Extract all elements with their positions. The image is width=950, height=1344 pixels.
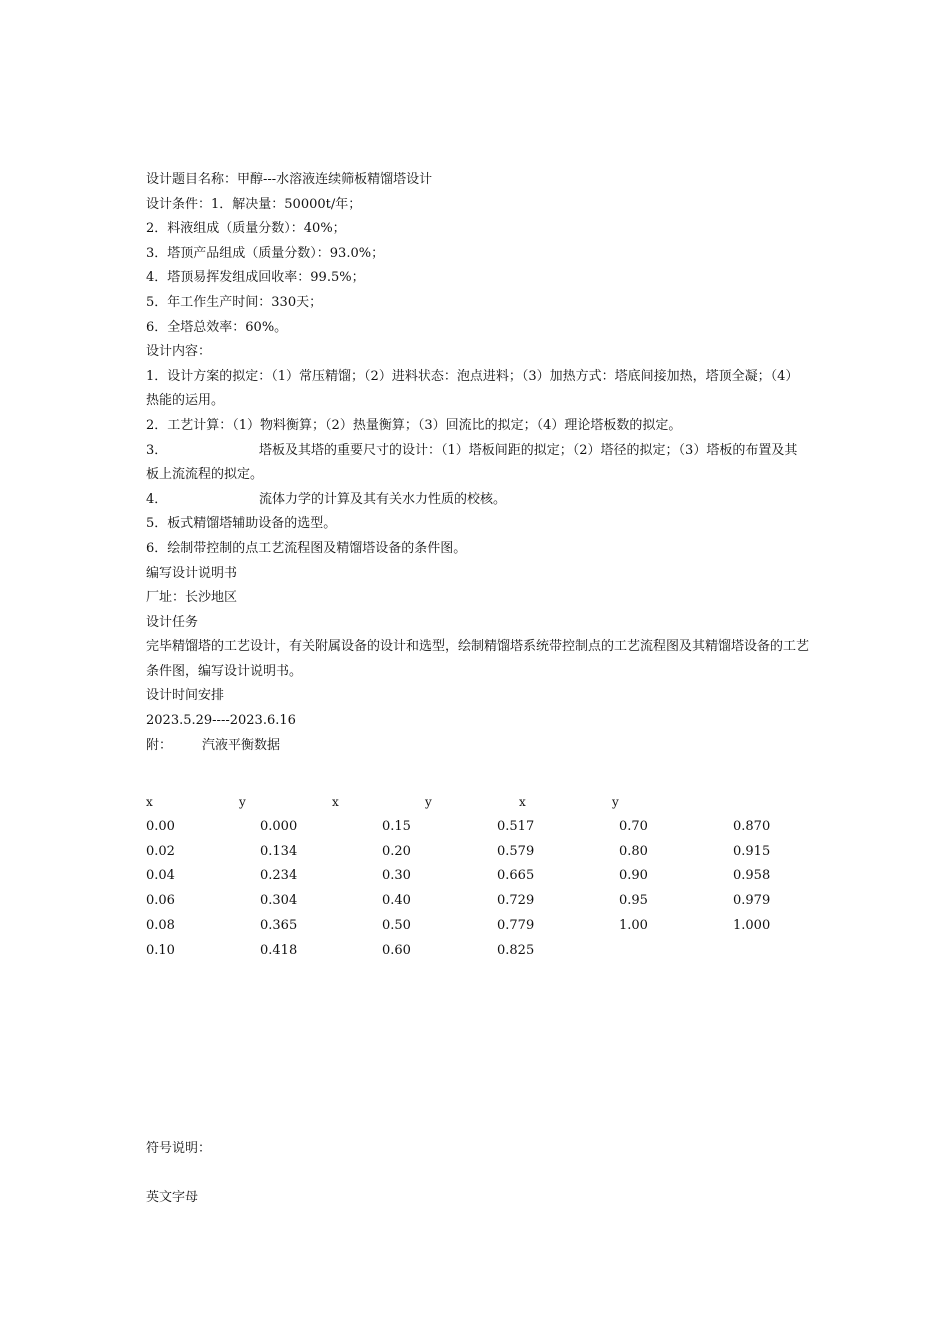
content-item-number: 5． [146,516,168,532]
table-cell: 0.979 [733,893,771,909]
content-item-text: 工艺计算：（1）物料衡算；（2）热量衡算；（3）回流比的拟定；（4）理论塔板数的拟定。 [167,417,682,433]
condition-2: 2．料液组成（质量分数）：40%； [146,221,346,237]
appendix-label: 附： [146,737,173,753]
content-item-number: 6． [146,540,168,556]
table-cell: 0.04 [146,868,175,884]
table-cell: 0.70 [619,818,648,834]
table-cell: 0.02 [146,843,175,859]
content-item-2 [146,414,810,439]
table-header-x1: x [146,795,153,809]
schedule-dates: 2023.5.29----2023.6.16 [146,713,296,729]
content-item-3 [146,439,810,488]
table-cell: 0.08 [146,917,175,933]
table-cell: 0.50 [382,917,411,933]
content-item-text: 流体力学的计算及其有关水力性质的校核。 [259,491,507,507]
content-item-text: 板式精馏塔辅助设备的选型。 [167,516,337,532]
letters-heading: 英文字母 [146,1190,199,1205]
table-cell: 0.418 [260,942,298,958]
table-cell: 0.10 [146,942,175,958]
vle-table [146,790,826,964]
table-cell: 0.00 [146,818,175,834]
condition-6: 6．全塔总效率：60%。 [146,319,288,335]
table-cell: 0.665 [497,868,535,884]
content-item-text: 塔板及其塔的重要尺寸的设计：（1）塔板间距的拟定；（2）塔径的拟定；（3）塔板的布置及其板上流流程的拟定。 [146,442,798,483]
table-cell: 0.304 [260,893,298,909]
content-item-number: 3． [146,442,168,458]
table-header-y1: y [239,795,246,809]
condition-4: 4．塔顶易挥发组成回收率：99.5%； [146,270,365,286]
content-item-number: 2． [146,417,168,433]
content-item-text: 设计方案的拟定：（1）常压精馏；（2）进料状态：泡点进料；（3）加热方式：塔底间接加热，塔顶全凝；（4）热能的运用。 [146,368,799,409]
table-cell: 1.00 [619,917,648,933]
table-cell: 0.20 [382,843,411,859]
table-cell: 0.30 [382,868,411,884]
table-cell: 0.234 [260,868,298,884]
content-item-6 [146,537,810,562]
table-header-x3: x [519,795,526,809]
table-cell: 0.365 [260,917,298,933]
table-cell: 0.80 [619,843,648,859]
site-line: 厂址：长沙地区 [146,590,238,606]
table-row [146,914,826,939]
content-item-number: 1． [146,368,168,384]
content-item-text: 绘制带控制的点工艺流程图及精馏塔设备的条件图。 [167,540,467,556]
content-item-1 [146,365,810,414]
content-item-number: 4． [146,491,168,507]
schedule-heading: 设计时间安排 [146,688,225,704]
appendix-title: 汽液平衡数据 [202,737,281,753]
condition-3: 3．塔顶产品组成（质量分数）：93.0%； [146,245,385,261]
table-cell: 0.915 [733,843,771,859]
table-cell: 0.90 [619,868,648,884]
condition-5: 5．年工作生产时间：330天； [146,294,323,310]
condition-1: 设计条件：1．解决量：50000t/年； [146,196,362,212]
task-text: 完毕精馏塔的工艺设计，有关附属设备的设计和选型，绘制精馏塔系统带控制点的工艺流程图及其精馏塔设备的工艺条件图，编写设计说明书。 [146,639,810,679]
content-item-5 [146,512,810,537]
table-row [146,939,826,964]
table-header-row [146,790,826,815]
table-row [146,889,826,914]
table-header-y2: y [425,795,432,809]
table-cell: 0.958 [733,868,771,884]
table-cell: 0.40 [382,893,411,909]
content-heading: 设计内容： [146,344,212,360]
table-cell: 0.870 [733,818,771,834]
table-header-y3: y [612,795,619,809]
table-cell: 0.60 [382,942,411,958]
table-cell: 0.000 [260,818,298,834]
task-heading: 设计任务 [146,614,199,630]
design-title: 设计题目名称：甲醇---水溶液连续筛板精馏塔设计 [146,172,433,187]
table-cell: 0.825 [497,942,535,958]
table-cell: 0.779 [497,917,535,933]
table-cell: 0.579 [497,843,535,859]
table-cell: 0.134 [260,843,298,859]
appendix-line [146,734,810,759]
table-row [146,840,826,865]
manual-line: 编写设计说明书 [146,565,238,581]
table-row [146,864,826,889]
table-header-x2: x [332,795,339,809]
table-cell: 0.729 [497,893,535,909]
table-cell: 0.95 [619,893,648,909]
content-item-4 [146,488,810,513]
symbols-heading: 符号说明： [146,1141,212,1156]
table-cell: 0.517 [497,818,535,834]
document-body [146,168,810,758]
table-row [146,815,826,840]
table-cell: 0.15 [382,818,411,834]
table-cell: 1.000 [733,917,771,933]
table-cell: 0.06 [146,893,175,909]
